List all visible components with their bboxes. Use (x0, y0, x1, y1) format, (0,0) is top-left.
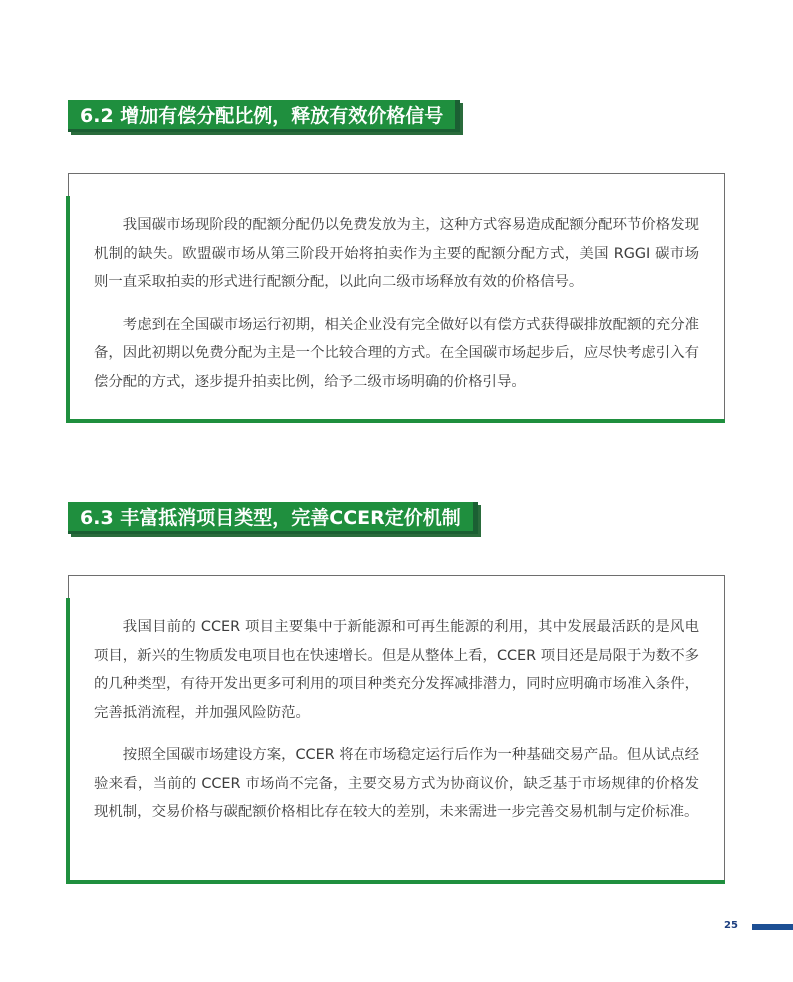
paragraph: 我国碳市场现阶段的配额分配仍以免费发放为主，这种方式容易造成配额分配环节价格发现机制的缺失。欧盟碳市场从第三阶段开始将拍卖作为主要的配额分配方式，美国 RGGI 碳市场则一直采取拍卖的形式进行配额分配，以此向二级市场释放有效的价格信号。 (94, 217, 699, 290)
content-box-6-3 (68, 575, 725, 881)
page-number: 25 (724, 920, 738, 931)
box-accent-left (66, 196, 70, 423)
box-accent-bottom (66, 419, 725, 423)
content-box-6-2 (68, 173, 725, 420)
page-bar-decoration (752, 924, 793, 930)
section-heading-6-3: 6.3 丰富抵消项目类型，完善CCER定价机制 (68, 502, 478, 534)
paragraph: 考虑到在全国碳市场运行初期，相关企业没有完全做好以有偿方式获得碳排放配额的充分准备，因此初期以免费分配为主是一个比较合理的方式。在全国碳市场起步后，应尽快考虑引入有偿分配的方式，逐步提升拍卖比例，给予二级市场明确的价格引导。 (94, 316, 699, 390)
box-text (94, 613, 699, 827)
box-text (94, 211, 699, 396)
section-heading-6-2: 6.2 增加有偿分配比例，释放有效价格信号 (68, 100, 460, 132)
box-accent-left (66, 598, 70, 884)
box-accent-bottom (66, 880, 725, 884)
paragraph: 我国目前的 CCER 项目主要集中于新能源和可再生能源的利用，其中发展最活跃的是风电项目，新兴的生物质发电项目也在快速增长。但是从整体上看，CCER 项目还是局限于为数不多的几种类型，有待开发出更多可利用的项目种类充分发挥减排潜力，同时应明确市场准入条件，完善抵消流程，并加强风险防范。 (94, 619, 699, 721)
paragraph: 按照全国碳市场建设方案，CCER 将在市场稳定运行后作为一种基础交易产品。但从试点经验来看，当前的 CCER 市场尚不完备，主要交易方式为协商议价，缺乏基于市场规律的价格发现机制，交易价格与碳配额价格相比存在较大的差别，未来需进一步完善交易机制与定价标准。 (94, 747, 700, 820)
